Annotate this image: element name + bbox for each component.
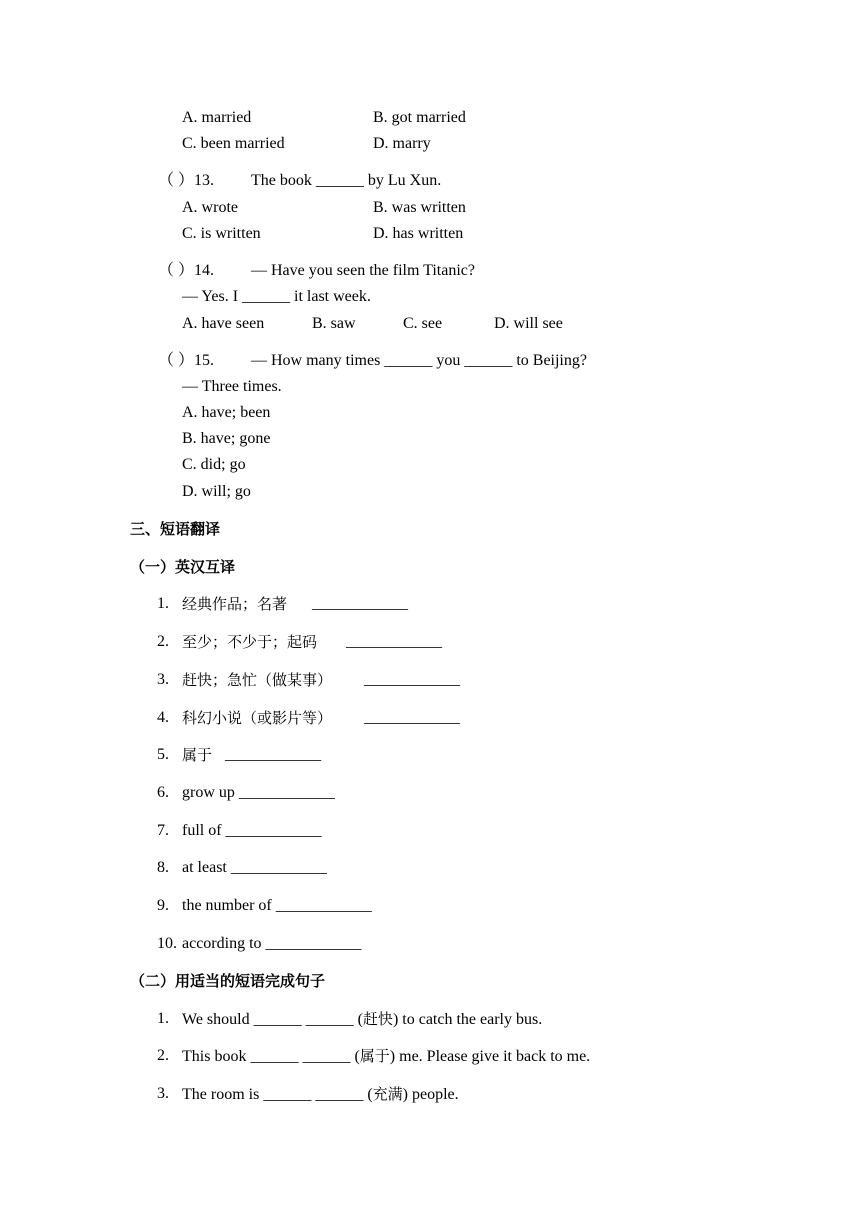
sentence-text (182, 1084, 459, 1105)
list-item-text: 赶快；急忙（做某事） (182, 671, 333, 689)
sentence-post: ) to catch the early bus. (392, 1011, 543, 1028)
list-item-number: 10. (157, 935, 177, 952)
part2-title: （二）用适当的短语完成句子 (130, 972, 326, 990)
sentence-hint: 属于 (359, 1047, 390, 1065)
sentence-post: ) people. (402, 1086, 459, 1103)
list-item-text: at least ____________ (182, 859, 327, 876)
list-item-number: 3. (157, 671, 169, 688)
answer-blank: ____________ (346, 633, 442, 650)
q14-line2: — Yes. I ______ it last week. (182, 288, 371, 305)
list-item-number: 6. (157, 784, 169, 801)
list-item-text: according to ____________ (182, 935, 362, 952)
sentence-pre: This book ______ ______ ( (182, 1048, 360, 1065)
q13-option-a: A. wrote (182, 199, 238, 216)
part1-title: （一）英汉互译 (130, 558, 236, 576)
q15-option-a: A. have; been (182, 404, 271, 421)
q15-number: （ ）15. (158, 352, 215, 369)
list-item-number: 8. (157, 859, 169, 876)
q15-option-c: C. did; go (182, 456, 246, 473)
list-item-number: 9. (157, 897, 169, 914)
sentence-number: 2. (157, 1047, 169, 1064)
section-title: 三、短语翻译 (130, 520, 221, 538)
sentence-number: 3. (157, 1085, 169, 1102)
answer-blank: ____________ (364, 671, 460, 688)
list-item-text: the number of ____________ (182, 897, 372, 914)
q13-stem: The book ______ by Lu Xun. (251, 172, 442, 189)
q13-option-b: B. was written (373, 199, 466, 216)
list-item-text: 至少；不少于；起码 (182, 633, 318, 651)
q12-option-c: C. been married (182, 135, 285, 152)
sentence-text (182, 1009, 542, 1030)
sentence-hint: 充满 (372, 1085, 403, 1103)
list-item-number: 1. (157, 595, 169, 612)
q14-option-a: A. have seen (182, 315, 265, 332)
sentence-text (182, 1046, 590, 1067)
list-item-text: full of ____________ (182, 822, 322, 839)
list-item-number: 5. (157, 746, 169, 763)
answer-blank: ____________ (225, 746, 321, 763)
sentence-number: 1. (157, 1010, 169, 1027)
list-item-text: 属于 (182, 746, 213, 764)
q12-option-a: A. married (182, 109, 252, 126)
list-item-number: 2. (157, 633, 169, 650)
q14-number: （ ）14. (158, 262, 215, 279)
answer-blank: ____________ (364, 709, 460, 726)
sentence-post: ) me. Please give it back to me. (389, 1048, 591, 1065)
sentence-hint: 赶快 (362, 1010, 393, 1028)
q13-number: （ ）13. (158, 172, 215, 189)
q15-option-b: B. have; gone (182, 430, 271, 447)
q15-line2: — Three times. (182, 378, 282, 395)
answer-blank: ____________ (312, 595, 408, 612)
q14-stem: — Have you seen the film Titanic? (251, 262, 475, 279)
sentence-pre: We should ______ ______ ( (182, 1011, 363, 1028)
q15-option-d: D. will; go (182, 483, 251, 500)
q14-option-c: C. see (403, 315, 443, 332)
list-item-number: 7. (157, 822, 169, 839)
q14-option-b: B. saw (312, 315, 356, 332)
sentence-pre: The room is ______ ______ ( (182, 1086, 373, 1103)
q12-option-d: D. marry (373, 135, 431, 152)
list-item-text: 科幻小说（或影片等） (182, 709, 333, 727)
list-item-number: 4. (157, 709, 169, 726)
list-item-text: 经典作品；名著 (182, 595, 288, 613)
q13-option-c: C. is written (182, 225, 261, 242)
q15-stem: — How many times ______ you ______ to Beijing? (251, 352, 587, 369)
q13-option-d: D. has written (373, 225, 464, 242)
list-item-text: grow up ____________ (182, 784, 335, 801)
q14-option-d: D. will see (494, 315, 563, 332)
q12-option-b: B. got married (373, 109, 466, 126)
